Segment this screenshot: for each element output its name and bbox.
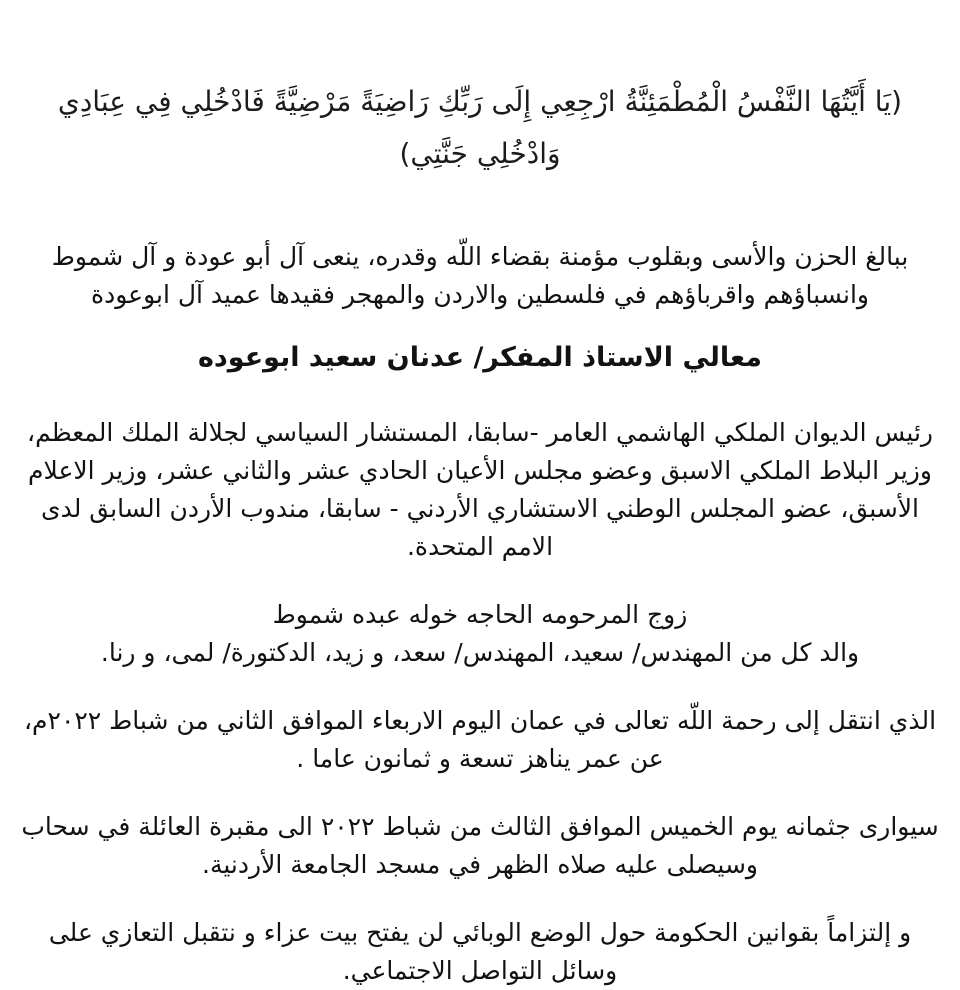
children-line: والد كل من المهندس/ سعيد، المهندس/ سعد، و زيد، الدكتورة/ لمى، و رنا.: [100, 638, 860, 667]
death-details: الذي انتقل إلى رحمة اللّه تعالى في عمان اليوم الاربعاء الموافق الثاني من شباط ٢٠٢٢م، عن عمر يناهز تسعة و ثمانون عاما .: [23, 706, 937, 773]
deceased-name: معالي الاستاذ المفكر/ عدنان سعيد ابوعوده: [197, 342, 763, 373]
condolence-note: و إلتزاماً بقوانين الحكومة حول الوضع الوبائي لن يفتح بيت عزاء و نتقبل التعازي على وسائل التواصل الاجتماعي.: [48, 918, 912, 985]
quran-verse: (يَا أَيَّتُهَا النَّفْسُ الْمُطْمَئِنَّةُ ارْجِعِي إِلَى رَبِّكِ رَاضِيَةً مَرْضِيَّةً فَادْخُلِي فِي عِبَادِي وَادْخُلِي جَنَّتِي): [57, 85, 903, 170]
family-paragraph: [18, 596, 942, 672]
announcement-intro: ببالغ الحزن والأسى وبقلوب مؤمنة بقضاء اللّه وقدره، ينعى آل أبو عودة و آل شموط وانسباؤهم واقرباؤهم في فلسطين والاردن والمهجر فقيدها عميد آل ابوعودة: [51, 242, 909, 309]
spouse-line: زوج المرحومه الحاجه خوله عبده شموط: [272, 600, 688, 629]
burial-details: سيوارى جثمانه يوم الخميس الموافق الثالث من شباط ٢٠٢٢ الى مقبرة العائلة في سحاب وسيصلى عليه صلاه الظهر في مسجد الجامعة الأردنية.: [21, 812, 939, 879]
positions-paragraph: رئيس الديوان الملكي الهاشمي العامر -سابقا، المستشار السياسي لجلالة الملك المعظم، وزير البلاط الملكي الاسبق وعضو مجلس الأعيان الحادي عشر والثاني عشر، وزير الاعلام الأسبق، عضو المجلس الوطني الاستشاري الأردني - سابقا، مندوب الأردن السابق لدى الامم المتحدة.: [27, 418, 933, 561]
